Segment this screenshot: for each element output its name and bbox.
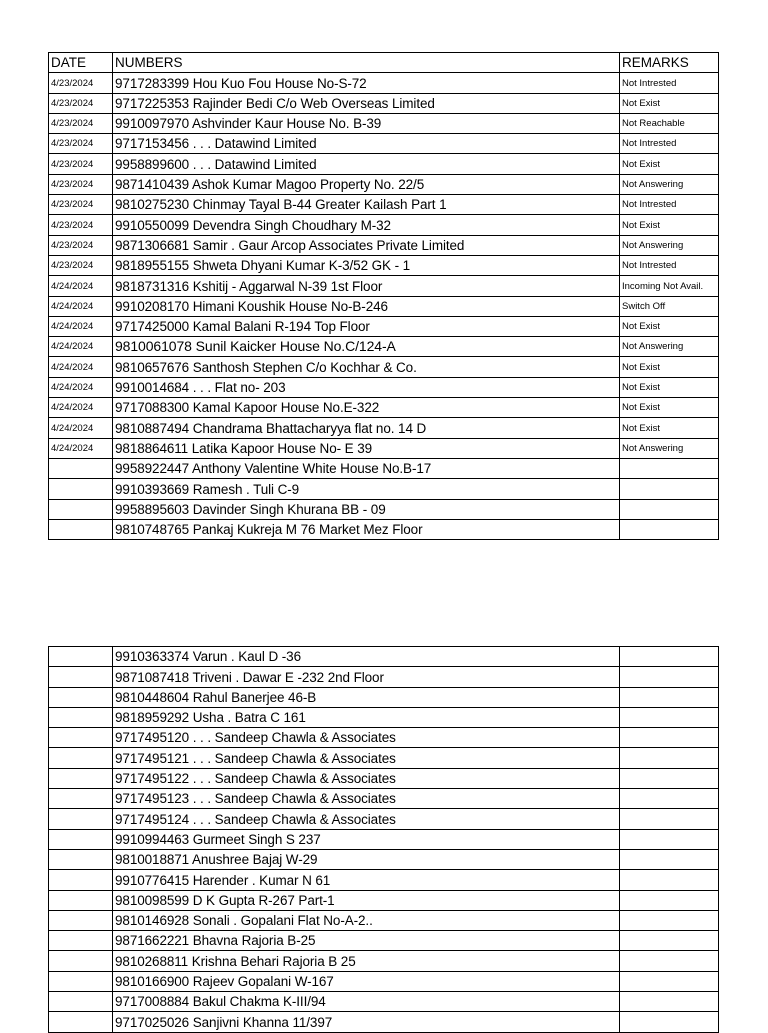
remarks-cell	[620, 687, 719, 707]
remarks-cell	[620, 458, 719, 478]
numbers-cell: 9717495122 . . . Sandeep Chawla & Associates	[113, 768, 620, 788]
date-cell: 4/24/2024	[49, 296, 113, 316]
table-row	[49, 910, 719, 930]
remarks-cell: Not Exist	[620, 398, 719, 418]
numbers-cell: 9871306681 Samir . Gaur Arcop Associates Private Limited	[113, 235, 620, 255]
table-row	[49, 438, 719, 458]
date-cell	[49, 849, 113, 869]
numbers-cell: 9717153456 . . . Datawind Limited	[113, 134, 620, 154]
numbers-cell: 9810061078 Sunil Kaicker House No.C/124-A	[113, 337, 620, 357]
header-row	[49, 53, 719, 73]
date-cell: 4/24/2024	[49, 418, 113, 438]
remarks-cell	[620, 992, 719, 1012]
remarks-cell	[620, 748, 719, 768]
date-cell: 4/24/2024	[49, 337, 113, 357]
remarks-cell	[620, 647, 719, 667]
contact-log-table	[48, 52, 719, 540]
table-row	[49, 519, 719, 539]
remarks-cell	[620, 890, 719, 910]
remarks-cell	[620, 931, 719, 951]
date-cell: 4/23/2024	[49, 215, 113, 235]
date-cell	[49, 809, 113, 829]
remarks-cell: Not Exist	[620, 215, 719, 235]
numbers-cell: 9910097970 Ashvinder Kaur House No. B-39	[113, 113, 620, 133]
remarks-cell: Not Reachable	[620, 113, 719, 133]
table-row	[49, 458, 719, 478]
table-row	[49, 667, 719, 687]
date-cell	[49, 870, 113, 890]
table-row	[49, 337, 719, 357]
remarks-cell: Not Exist	[620, 418, 719, 438]
date-cell	[49, 479, 113, 499]
numbers-cell: 9810146928 Sonali . Gopalani Flat No-A-2..	[113, 910, 620, 930]
remarks-cell: Not Intrested	[620, 255, 719, 275]
numbers-cell: 9958922447 Anthony Valentine White House No.B-17	[113, 458, 620, 478]
date-cell	[49, 890, 113, 910]
numbers-cell: 9818864611 Latika Kapoor House No- E 39	[113, 438, 620, 458]
table-body	[49, 73, 719, 540]
table-body	[49, 647, 719, 1033]
table-row	[49, 134, 719, 154]
remarks-cell: Not Exist	[620, 316, 719, 336]
numbers-cell: 9958895603 Davinder Singh Khurana BB - 09	[113, 499, 620, 519]
table-row	[49, 809, 719, 829]
date-cell	[49, 910, 113, 930]
table-row	[49, 235, 719, 255]
numbers-cell: 9717283399 Hou Kuo Fou House No-S-72	[113, 73, 620, 93]
date-cell	[49, 789, 113, 809]
date-cell	[49, 829, 113, 849]
numbers-cell: 9717008884 Bakul Chakma K-III/94	[113, 992, 620, 1012]
table-row	[49, 154, 719, 174]
date-cell	[49, 992, 113, 1012]
remarks-cell	[620, 829, 719, 849]
remarks-cell	[620, 809, 719, 829]
numbers-cell: 9717425000 Kamal Balani R-194 Top Floor	[113, 316, 620, 336]
date-cell: 4/24/2024	[49, 377, 113, 397]
date-cell: 4/23/2024	[49, 93, 113, 113]
numbers-cell: 9810166900 Rajeev Gopalani W-167	[113, 971, 620, 991]
table-row	[49, 316, 719, 336]
date-cell	[49, 667, 113, 687]
table-row	[49, 728, 719, 748]
numbers-cell: 9717088300 Kamal Kapoor House No.E-322	[113, 398, 620, 418]
remarks-cell: Switch Off	[620, 296, 719, 316]
numbers-cell: 9871087418 Triveni . Dawar E -232 2nd Floor	[113, 667, 620, 687]
table-row	[49, 687, 719, 707]
remarks-cell	[620, 951, 719, 971]
remarks-cell	[620, 499, 719, 519]
date-cell: 4/23/2024	[49, 154, 113, 174]
numbers-cell: 9958899600 . . . Datawind Limited	[113, 154, 620, 174]
table-row	[49, 255, 719, 275]
date-cell	[49, 951, 113, 971]
date-cell: 4/23/2024	[49, 174, 113, 194]
numbers-cell: 9717495124 . . . Sandeep Chawla & Associates	[113, 809, 620, 829]
date-cell: 4/23/2024	[49, 255, 113, 275]
numbers-cell: 9810887494 Chandrama Bhattacharyya flat no. 14 D	[113, 418, 620, 438]
date-cell	[49, 931, 113, 951]
date-cell	[49, 519, 113, 539]
remarks-cell	[620, 519, 719, 539]
table-row	[49, 357, 719, 377]
remarks-cell: Incoming Not Avail.	[620, 276, 719, 296]
table-row	[49, 479, 719, 499]
table-row	[49, 829, 719, 849]
table-row	[49, 849, 719, 869]
date-cell: 4/24/2024	[49, 438, 113, 458]
numbers-cell: 9910994463 Gurmeet Singh S 237	[113, 829, 620, 849]
remarks-cell: Not Intrested	[620, 134, 719, 154]
remarks-cell: Not Exist	[620, 93, 719, 113]
table-row	[49, 113, 719, 133]
table-row	[49, 195, 719, 215]
numbers-cell: 9910014684 . . . Flat no- 203	[113, 377, 620, 397]
table-row	[49, 647, 719, 667]
numbers-cell: 9810018871 Anushree Bajaj W-29	[113, 849, 620, 869]
table-row	[49, 276, 719, 296]
date-cell	[49, 687, 113, 707]
numbers-cell: 9818959292 Usha . Batra C 161	[113, 707, 620, 727]
date-cell	[49, 707, 113, 727]
numbers-cell: 9810275230 Chinmay Tayal B-44 Greater Kailash Part 1	[113, 195, 620, 215]
date-cell	[49, 499, 113, 519]
date-cell	[49, 728, 113, 748]
remarks-cell: Not Answering	[620, 337, 719, 357]
numbers-cell: 9717225353 Rajinder Bedi C/o Web Overseas Limited	[113, 93, 620, 113]
date-cell	[49, 1012, 113, 1032]
remarks-cell	[620, 849, 719, 869]
date-cell: 4/24/2024	[49, 316, 113, 336]
remarks-cell: Not Answering	[620, 438, 719, 458]
contact-list-table-continued	[48, 646, 719, 1033]
table-row	[49, 992, 719, 1012]
numbers-column-header: NUMBERS	[113, 53, 620, 73]
table-row	[49, 951, 719, 971]
table-row	[49, 1012, 719, 1032]
table-row	[49, 215, 719, 235]
date-cell: 4/23/2024	[49, 195, 113, 215]
table-row	[49, 377, 719, 397]
table-row	[49, 890, 719, 910]
remarks-cell	[620, 971, 719, 991]
remarks-cell	[620, 789, 719, 809]
numbers-cell: 9910393669 Ramesh . Tuli C-9	[113, 479, 620, 499]
numbers-cell: 9810268811 Krishna Behari Rajoria B 25	[113, 951, 620, 971]
remarks-cell: Not Exist	[620, 154, 719, 174]
date-cell: 4/23/2024	[49, 73, 113, 93]
numbers-cell: 9910363374 Varun . Kaul D -36	[113, 647, 620, 667]
table-row	[49, 971, 719, 991]
numbers-cell: 9717495120 . . . Sandeep Chawla & Associates	[113, 728, 620, 748]
date-cell: 4/24/2024	[49, 398, 113, 418]
table-row	[49, 748, 719, 768]
date-cell: 4/23/2024	[49, 113, 113, 133]
numbers-cell: 9810657676 Santhosh Stephen C/o Kochhar & Co.	[113, 357, 620, 377]
table-row	[49, 931, 719, 951]
remarks-cell	[620, 910, 719, 930]
numbers-cell: 9910550099 Devendra Singh Choudhary M-32	[113, 215, 620, 235]
numbers-cell: 9810448604 Rahul Banerjee 46-B	[113, 687, 620, 707]
table-row	[49, 398, 719, 418]
remarks-cell: Not Answering	[620, 174, 719, 194]
date-cell	[49, 768, 113, 788]
numbers-cell: 9910776415 Harender . Kumar N 61	[113, 870, 620, 890]
numbers-cell: 9871410439 Ashok Kumar Magoo Property No. 22/5	[113, 174, 620, 194]
table-row	[49, 707, 719, 727]
date-cell: 4/24/2024	[49, 357, 113, 377]
date-cell: 4/23/2024	[49, 134, 113, 154]
date-cell	[49, 971, 113, 991]
date-cell	[49, 748, 113, 768]
remarks-cell	[620, 667, 719, 687]
numbers-cell: 9910208170 Himani Koushik House No-B-246	[113, 296, 620, 316]
numbers-cell: 9717025026 Sanjivni Khanna 11/397	[113, 1012, 620, 1032]
remarks-cell	[620, 1012, 719, 1032]
table-row	[49, 174, 719, 194]
table-row	[49, 789, 719, 809]
numbers-cell: 9871662221 Bhavna Rajoria B-25	[113, 931, 620, 951]
remarks-cell	[620, 768, 719, 788]
table-row	[49, 73, 719, 93]
remarks-cell	[620, 870, 719, 890]
numbers-cell: 9810748765 Pankaj Kukreja M 76 Market Mez Floor	[113, 519, 620, 539]
remarks-cell: Not Answering	[620, 235, 719, 255]
numbers-cell: 9717495121 . . . Sandeep Chawla & Associates	[113, 748, 620, 768]
date-column-header: DATE	[49, 53, 113, 73]
table-row	[49, 418, 719, 438]
remarks-cell	[620, 728, 719, 748]
numbers-cell: 9810098599 D K Gupta R-267 Part-1	[113, 890, 620, 910]
remarks-cell	[620, 479, 719, 499]
date-cell	[49, 647, 113, 667]
remarks-cell	[620, 707, 719, 727]
table-row	[49, 296, 719, 316]
remarks-cell: Not Intrested	[620, 195, 719, 215]
table-row	[49, 499, 719, 519]
table-row	[49, 768, 719, 788]
table-row	[49, 93, 719, 113]
numbers-cell: 9717495123 . . . Sandeep Chawla & Associates	[113, 789, 620, 809]
table-row	[49, 870, 719, 890]
date-cell	[49, 458, 113, 478]
date-cell: 4/23/2024	[49, 235, 113, 255]
numbers-cell: 9818955155 Shweta Dhyani Kumar K-3/52 GK - 1	[113, 255, 620, 275]
date-cell: 4/24/2024	[49, 276, 113, 296]
remarks-cell: Not Exist	[620, 377, 719, 397]
numbers-cell: 9818731316 Kshitij - Aggarwal N-39 1st Floor	[113, 276, 620, 296]
remarks-cell: Not Intrested	[620, 73, 719, 93]
remarks-cell: Not Exist	[620, 357, 719, 377]
remarks-column-header: REMARKS	[620, 53, 719, 73]
